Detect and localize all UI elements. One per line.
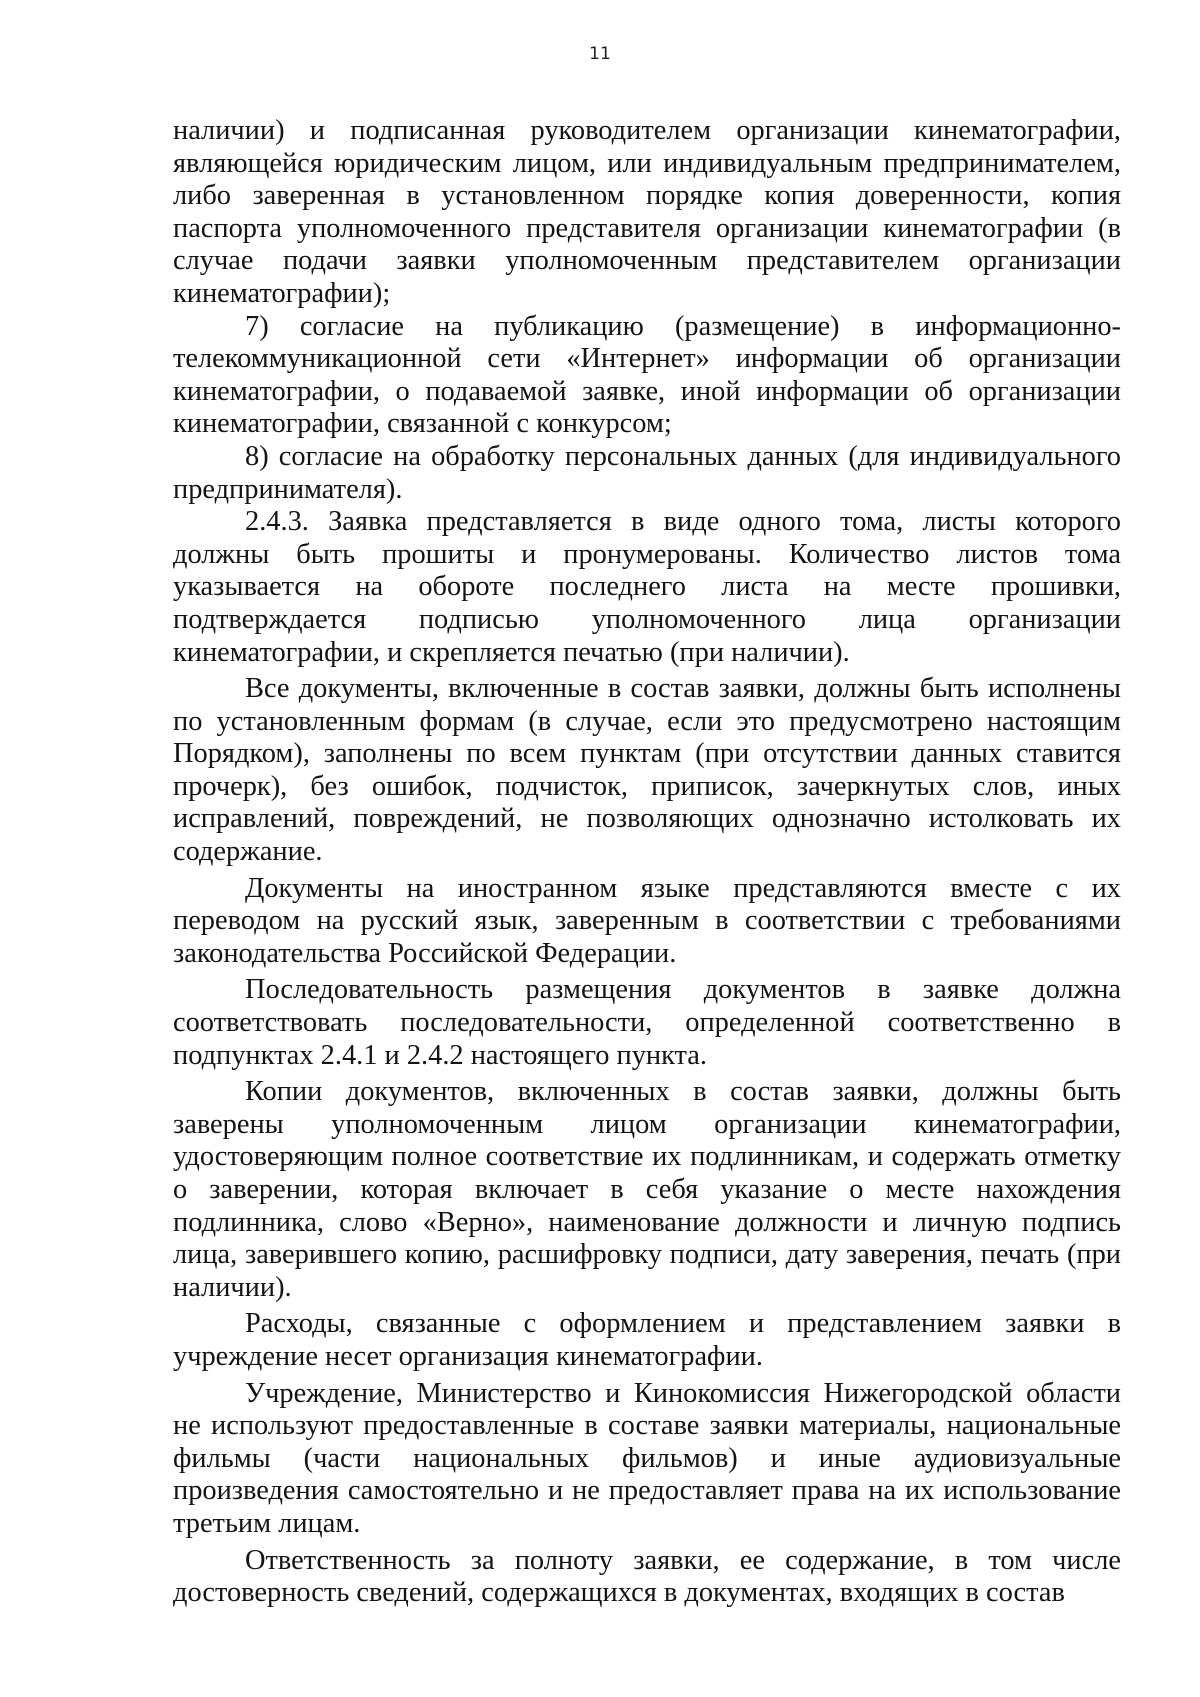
paragraph-documents-forms: Все документы, включенные в состав заявки, должны быть исполнены по установленным формам (в случае, если это предусмотрено настоящим Порядком), заполнены по всем пунктам (при отсутствии данных ставится прочерк), без ошибок, подчисток, приписок, зачеркнутых слов, иных исправлений, повреждений, не позволяющих однозначно истолковать их содержание. <box>173 673 1121 868</box>
paragraph-materials-usage: Учреждение, Министерство и Кинокомиссия Нижегородской области не используют предоставленные в составе заявки материалы, национальные фильмы (части национальных фильмов) и иные аудиовизуальные произведения самостоятельно и не предоставляет права на их использование третьим лицам. <box>173 1377 1121 1539</box>
paragraph-document-order: Последовательность размещения документов в заявке должна соответствовать последовательности, определенной соответственно в подпунктах 2.4.1 и 2.4.2 настоящего пункта. <box>173 974 1121 1071</box>
paragraph-foreign-language: Документы на иностранном языке представляются вместе с их переводом на русский язык, заверенным в соответствии с требованиями законодательства Российской Федерации. <box>173 872 1121 969</box>
paragraph-expenses: Расходы, связанные с оформлением и представлением заявки в учреждение несет организация кинематографии. <box>173 1308 1121 1372</box>
paragraph-responsibility: Ответственность за полноту заявки, ее содержание, в том числе достоверность сведений, содержащихся в документах, входящих в состав <box>173 1544 1121 1609</box>
paragraph-2-4-3-application-volume: 2.4.3. Заявка представляется в виде одного тома, листы которого должны быть прошиты и пронумерованы. Количество листов тома указывается на обороте последнего листа на месте прошивки, подтверждается подписью уполномоченного лица организации кинематографии, и скрепляется печатью (при наличии). <box>173 506 1121 668</box>
paragraph-item-7-consent-publication: 7) согласие на публикацию (размещение) в информационно-телекоммуникационной сети «Интернет» информации об организации кинематографии, о подаваемой заявке, иной информации об организации кинематографии, связанной с конкурсом; <box>173 310 1121 440</box>
document-body <box>173 115 1121 1610</box>
paragraph-copies-certification: Копии документов, включенных в состав заявки, должны быть заверены уполномоченным лицом организации кинематографии, удостоверяющим полное соответствие их подлинникам, и содержать отметку о заверении, которая включает в себя указание о месте нахождения подлинника, слово «Верно», наименование должности и личную подпись лица, заверившего копию, расшифровку подписи, дату заверения, печать (при наличии). <box>173 1076 1121 1303</box>
paragraph-item-8-consent-personal-data: 8) согласие на обработку персональных данных (для индивидуального предпринимателя). <box>173 440 1121 505</box>
paragraph-continuation: наличии) и подписанная руководителем организации кинематографии, являющейся юридическим лицом, или индивидуальным предпринимателем, либо заверенная в установленном порядке копия доверенности, копия паспорта уполномоченного представителя организации кинематографии (в случае подачи заявки уполномоченным представителем организации кинематографии); <box>173 115 1121 309</box>
page-number: 11 <box>589 44 611 64</box>
